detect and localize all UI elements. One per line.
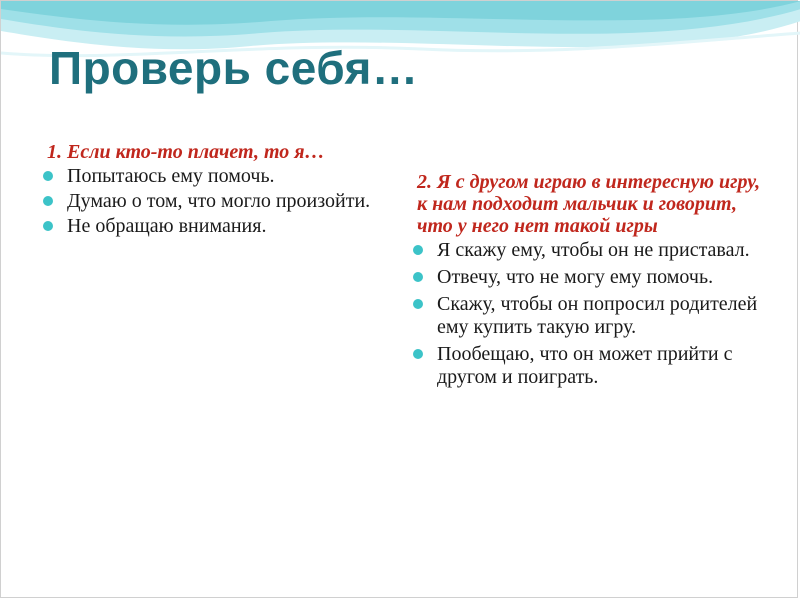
answer-item xyxy=(411,293,771,339)
answer-text: Думаю о том, что могло произойти. xyxy=(67,190,371,212)
answer-text: Не обращаю внимания. xyxy=(67,215,267,237)
answer-item xyxy=(41,190,381,213)
bullet-icon xyxy=(43,171,53,181)
answer-item xyxy=(41,215,381,238)
answer-item xyxy=(41,165,381,188)
bullet-icon xyxy=(43,221,53,231)
question-1-block xyxy=(41,141,381,240)
bullet-icon xyxy=(413,349,423,359)
question-2-text: 2. Я с другом играю в интересную игру, к нам подходит мальчик и говорит, что у него нет такой игры xyxy=(417,171,761,237)
answer-text: Пообещаю, что он может прийти с другом и поиграть. xyxy=(437,343,733,388)
answer-item xyxy=(411,343,771,389)
bullet-icon xyxy=(413,299,423,309)
answer-item xyxy=(411,266,771,289)
bullet-icon xyxy=(413,272,423,282)
question-2-block xyxy=(411,171,771,393)
answer-text: Скажу, чтобы он попросил родителей ему купить такую игру. xyxy=(437,293,758,338)
slide-title: Проверь себя… xyxy=(49,42,419,94)
question-1-text: 1. Если кто-то плачет, то я… xyxy=(47,141,325,163)
question-1-answers xyxy=(41,165,381,238)
bullet-icon xyxy=(43,196,53,206)
answer-item xyxy=(411,239,771,262)
question-2-answers xyxy=(411,239,771,389)
answer-text: Попытаюсь ему помочь. xyxy=(67,165,275,187)
bullet-icon xyxy=(413,245,423,255)
answer-text: Я скажу ему, чтобы он не приставал. xyxy=(437,239,750,261)
answer-text: Отвечу, что не могу ему помочь. xyxy=(437,266,714,288)
